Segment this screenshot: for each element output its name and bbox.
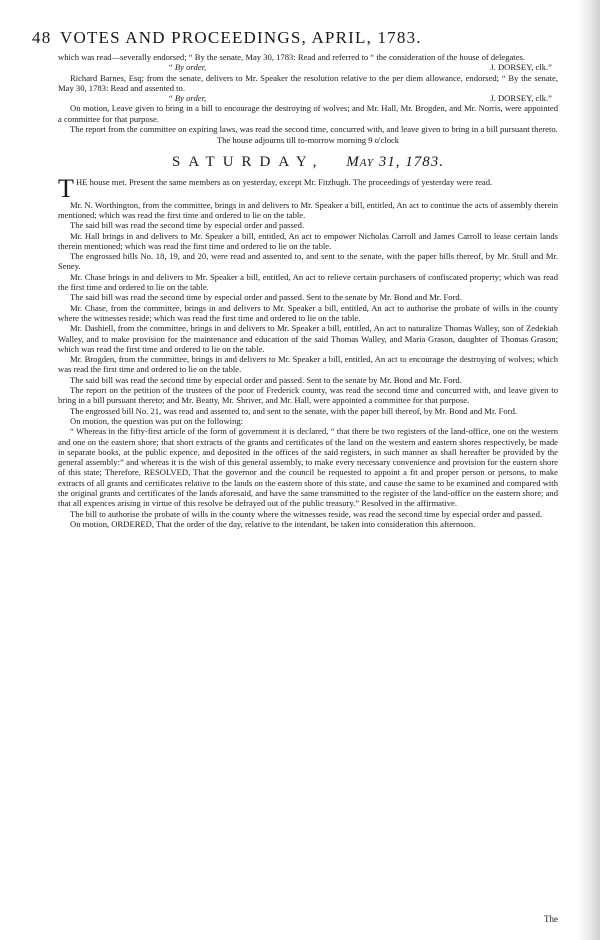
paragraph: On motion, Leave given to bring in a bill to encourage the destroying of wolves; and Mr. Hall, Mr. Brogden, and Mr. Norris, were appointed a committee for that purpose. bbox=[58, 103, 558, 124]
page-title: VOTES AND PROCEEDINGS, APRIL, 1783. bbox=[60, 28, 422, 47]
paragraph: Mr. Brogden, from the committee, brings in and delivers to Mr. Speaker a bill, entitled, An act to encourage the destroying of wolves; which was read the first time and ordered to lie on the table. bbox=[58, 354, 558, 375]
paragraph: On motion, the question was put on the following: bbox=[70, 415, 244, 426]
paragraph: Mr. Hall brings in and delivers to Mr. Speaker a bill, entitled, An act to empower Nicholas Carroll and James Carroll to lease certain lands therein mentioned; which was read the first time and ordered to lie on the table. bbox=[58, 230, 558, 251]
drop-cap: T bbox=[58, 173, 74, 203]
signature-name: J. DORSEY, clk.” bbox=[490, 93, 552, 104]
paragraph: The engrossed bills No. 18, 19, and 20, were read and assented to, and sent to the senate, with the paper bills thereof, by Mr. Stull and Mr. Seney. bbox=[58, 251, 558, 272]
paragraph: The said bill was read the second time by especial order and passed. Sent to the senate by Mr. Bond and Mr. Ford. bbox=[70, 374, 462, 385]
paragraph: The report on the petition of the trustees of the poor of Frederick county, was read the second time and concurred with, and leave given to bring in a bill pursuant thereto; and Mr. Beatty, Mr. Shriver, and Mr. Hall, were appointed a committee for that purpose. bbox=[58, 385, 558, 406]
paragraph: Mr. Chase, from the committee, brings in and delivers to Mr. Speaker a bill, entitled, An act to authorise the probate of wills in the county where the witnesses reside; which was read the first time and ordered to lie on the table. bbox=[58, 302, 558, 323]
signature-line bbox=[58, 93, 558, 103]
paragraph: The bill to authorise the probate of wills in the county where the witnesses reside, was read the second time by especial order and passed. bbox=[70, 508, 543, 519]
paragraph: which was read—severally endorsed; “ By the senate, May 30, 1783: Read and referred to “ the consideration of the house of delegates. bbox=[58, 52, 526, 62]
paragraph: HE house met. Present the same members as on yesterday, except Mr. Fitzhugh. The proceedings of yesterday were read. bbox=[76, 176, 493, 187]
paragraph: The said bill was read the second time by especial order and passed. Sent to the senate by Mr. Bond and Mr. Ford. bbox=[70, 292, 462, 303]
paragraph: The report from the committee on expiring laws, was read the second time, concurred with, and leave given to bring in a bill pursuant thereto. bbox=[70, 124, 558, 135]
paragraph: The said bill was read the second time by especial order and passed. bbox=[70, 220, 305, 231]
paragraph: Mr. Dashiell, from the committee, brings in and delivers to Mr. Speaker a bill, entitled, An act to naturalize Thomas Walley, son of Zedekiah Walley, and to make provision for the maintenance and education of the said Thomas Walley, and Maria Grason, daughter of Thomas Grason; which was read the first time and ordered to lie on the table. bbox=[58, 323, 558, 354]
paragraph: On motion, ORDERED, That the order of the day, relative to the intendant, be taken into consideration this afternoon. bbox=[70, 518, 476, 529]
signature-name: J. DORSEY, clk.” bbox=[490, 62, 552, 73]
page-number: 48 bbox=[32, 28, 52, 47]
running-head bbox=[32, 28, 558, 48]
paragraph: Mr. N. Worthington, from the committee, brings in and delivers to Mr. Speaker a bill, entitled, An act to continue the acts of assembly therein mentioned; which was read the first time and ordered to lie on the table. bbox=[58, 199, 558, 220]
signature-order: “ By order, bbox=[168, 93, 207, 104]
catchword: The bbox=[544, 914, 558, 924]
signature-order: “ By order, bbox=[168, 62, 207, 73]
signature-line bbox=[58, 62, 558, 72]
day-heading-weekday: SATURDAY, bbox=[172, 153, 325, 170]
paragraph: Richard Barnes, Esq; from the senate, delivers to Mr. Speaker the resolution relative to the per diem allowance, endorsed; “ By the senate, May 30, 1783: Read and assented to. bbox=[58, 72, 558, 93]
page-edge-shadow bbox=[578, 0, 600, 940]
document-page bbox=[32, 28, 558, 529]
day-heading-date: May 31, 1783. bbox=[346, 153, 444, 170]
resolution-quote: “ Whereas in the fifty-first article of the form of government it is declared, “ that there be two registers of the land-office, one on the western and one on the eastern shore; that short extracts of the grants and certificates of the land on the western and eastern shores respectively, be made in separate books, at the public expence, and deposited in the offices of the said registers, in such manner as shall hereafter be provided by the general assembly:” and whereas it is the wish of this general assembly, to make every necessary convenience and provision for the eastern shore of this state; Therefore, RESOLVED, That the governor and the council be requested to appoint a fit and proper person or persons, to make extracts of all grants and certificates relative to the lands on the eastern shore of this state, and cause the same to be examined and compared with the original grants and certificates of the lands aforesaid, and have the same transmitted to the register of the land-office on the eastern shore; and that all expences arising in virtue of this resolve be defrayed out of the public treasury.” Resolved in the affirmative. bbox=[58, 426, 558, 509]
opening-paragraph bbox=[58, 173, 558, 203]
paragraph: Mr. Chase brings in and delivers to Mr. Speaker a bill, entitled, An act to relieve certain purchasers of confiscated property; which was read the first time and ordered to lie on the table. bbox=[58, 271, 558, 293]
adjournment-note: The house adjourns till to-morrow morning 9 o'clock bbox=[216, 135, 400, 146]
day-heading bbox=[58, 154, 558, 171]
paragraph: The engrossed bill No. 21, was read and assented to, and sent to the senate, with the paper bill thereof, by Mr. Bond and Mr. Ford. bbox=[70, 405, 518, 416]
